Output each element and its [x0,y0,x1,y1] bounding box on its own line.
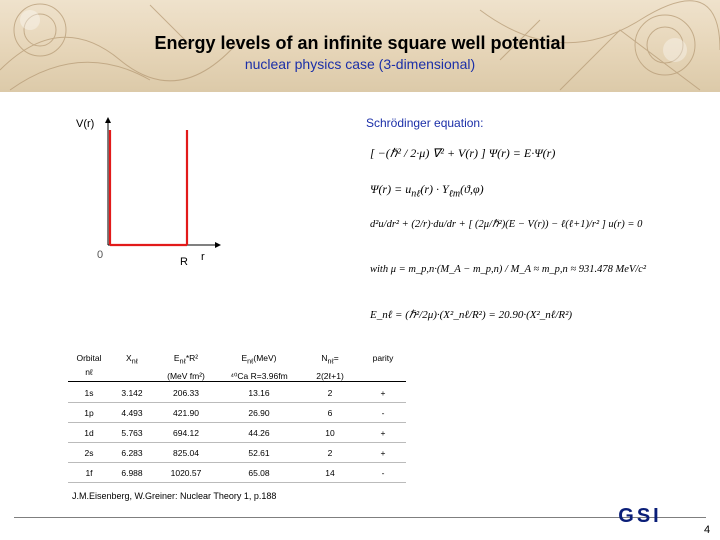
header-e-main: E [241,353,248,363]
cell-er2: 421.90 [173,408,199,418]
table-row [68,383,406,403]
header-banner [0,0,720,92]
schrodinger-equation: [ −(ℏ² / 2·μ) ∇² + V(r) ] Ψ(r) = E·Ψ(r) [370,146,556,160]
eq2-a: Ψ(r) = u [370,182,412,196]
equations-block [364,138,647,338]
header-parity: parity [372,353,394,363]
header-orbital-line2: nℓ [85,367,93,377]
cell-n: 2 [327,448,333,458]
cell-x: 4.493 [121,408,143,418]
cell-x: 6.988 [121,468,143,478]
cell-energy: 52.61 [248,448,270,458]
cell-orbital: 1p [84,408,94,418]
equations-heading: Schrödinger equation: [366,116,484,130]
wavefunction-separation [370,182,484,199]
y-axis-label: V(r) [76,118,95,130]
header-e-suffix: (MeV) [253,353,277,363]
cell-n: 6 [327,408,333,418]
cell-er2: 825.04 [173,448,199,458]
cell-orbital: 2s [84,448,94,458]
eq2-d: ℓm [448,188,461,200]
header-x-sub: nℓ [131,357,138,366]
eq2-c: (r) · Y [420,182,449,196]
header-n-main: N [321,353,328,363]
page-number: 4 [704,524,711,536]
potential-plot [70,110,300,270]
cell-energy: 13.16 [248,388,270,398]
eq2-e: (ϑ,φ) [460,182,484,196]
table-row [68,423,406,443]
header-orbital [68,351,110,379]
slide-subtitle: nuclear physics case (3-dimensional) [244,56,476,72]
cell-x: 3.142 [121,388,143,398]
cell-n: 2 [327,388,333,398]
x-axis-label: r [201,251,205,263]
cell-energy: 44.26 [248,428,270,438]
cell-energy: 26.90 [248,408,270,418]
gsi-logo [600,505,680,527]
header-n-formula: 2(2ℓ+1) [316,370,344,381]
cell-orbital: 1s [84,388,94,398]
header-er2-unit: (MeV fm²) [167,370,205,381]
header-n-suffix: = [333,353,339,363]
header-er2-main: E [173,353,180,363]
radial-equation: d²u/dr² + (2/r)·du/dr + [ (2μ/ℏ²)(E − V(r)) − ℓ(ℓ+1)/r² ] u(r) = 0 [370,219,643,230]
reduced-mass-equation [370,264,646,275]
header-e-note: ⁴⁰Ca R=3.96fm [230,370,288,381]
cell-er2: 1020.57 [170,468,202,478]
potential-diagram [70,110,300,270]
header-e-sub: nℓ [247,357,254,366]
gsi-logo-text: GSI [618,505,662,527]
header-x-main: X [126,353,132,363]
cell-orbital: 1d [84,428,94,438]
cell-orbital: 1f [85,468,93,478]
cell-energy: 65.08 [248,468,270,478]
cell-parity: - [381,468,385,478]
reduced-mass-formula: μ = m_p,n·(M_A − m_p,n) / M_A ≈ m_p,n ≈ 931.478 MeV/c² [390,264,647,275]
table-divider [68,381,406,382]
row-divider [68,482,406,483]
cell-parity: + [380,388,386,398]
header-er2 [154,351,218,383]
cell-x: 6.283 [121,448,143,458]
header-x [110,351,154,369]
origin-label: 0 [97,249,104,261]
cell-er2: 206.33 [173,388,199,398]
table-row [68,463,406,483]
header-e [218,351,300,383]
cell-parity: - [381,408,385,418]
energy-formula: E_nℓ = (ℏ²/2μ)·(X²_nℓ/R²) = 20.90·(X²_nℓ/R²) [370,309,573,321]
header-er2-suffix: *R² [185,353,199,363]
cell-parity: + [380,428,386,438]
cell-er2: 694.12 [173,428,199,438]
header-n [300,351,360,383]
slide-title: Energy levels of an infinite square well potential [154,33,566,53]
cell-n: 10 [325,428,335,438]
header-er2-sub: nℓ [179,357,186,366]
table-header-row [68,345,406,381]
header-n-sub: nℓ [327,357,334,366]
with-word: with [370,264,389,275]
cell-x: 5.763 [121,428,143,438]
header-orbital-line1: Orbital [76,353,102,363]
cell-parity: + [380,448,386,458]
R-label: R [180,256,188,268]
reference-citation: J.M.Eisenberg, W.Greiner: Nuclear Theory 1, p.188 [72,491,277,501]
eq2-b: nℓ [411,188,421,200]
table-row [68,443,406,463]
cell-n: 14 [325,468,335,478]
table-row [68,403,406,423]
